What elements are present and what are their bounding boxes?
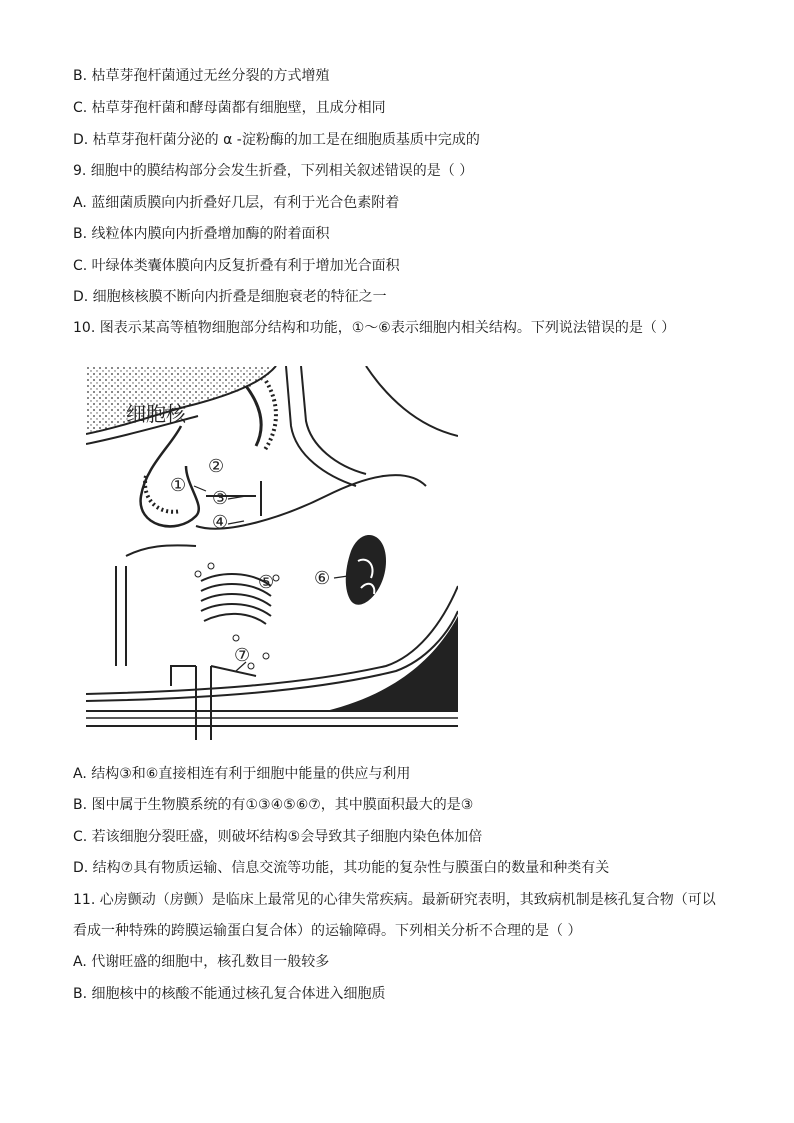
mitochondrion: [346, 535, 386, 605]
marker-7: ⑦: [234, 645, 251, 666]
option-9c: C. 叶绿体类囊体膜向内反复折叠有利于增加光合面积: [73, 258, 400, 274]
marker-1: ①: [170, 475, 187, 496]
option-10d: D. 结构⑦具有物质运输、信息交流等功能，其功能的复杂性与膜蛋白的数量和种类有关: [73, 860, 610, 876]
option-10c: C. 若该细胞分裂旺盛，则破坏结构⑤会导致其子细胞内染色体加倍: [73, 829, 483, 845]
option-9b: B. 线粒体内膜向内折叠增加酶的附着面积: [73, 226, 330, 242]
option-10b: B. 图中属于生物膜系统的有①③④⑤⑥⑦，其中膜面积最大的是③: [73, 797, 474, 813]
cell-structure-figure: [86, 366, 458, 740]
option-10a: A. 结构③和⑥直接相连有利于细胞中能量的供应与利用: [73, 766, 411, 782]
option-11b: B. 细胞核中的核酸不能通过核孔复合体进入细胞质: [73, 986, 386, 1002]
option-9d: D. 细胞核核膜不断向内折叠是细胞衰老的特征之一: [73, 289, 387, 305]
option-8d: D. 枯草芽孢杆菌分泌的 α -淀粉酶的加工是在细胞质基质中完成的: [73, 132, 480, 148]
question-11-stem: 11. 心房颤动（房颤）是临床上最常见的心律失常疾病。最新研究表明，其致病机制是核孔复合物（可以: [73, 892, 716, 908]
option-8b: B. 枯草芽孢杆菌通过无丝分裂的方式增殖: [73, 68, 330, 84]
question-10-stem: 10. 图表示某高等植物细胞部分结构和功能，①～⑥表示细胞内相关结构。下列说法错误的是（ ）: [73, 320, 676, 336]
question-9-stem: 9. 细胞中的膜结构部分会发生折叠，下列相关叙述错误的是（ ）: [73, 163, 474, 179]
option-11a: A. 代谢旺盛的细胞中，核孔数目一般较多: [73, 954, 330, 970]
question-11-stem-cont: 看成一种特殊的跨膜运输蛋白复合体）的运输障碍。下列相关分析不合理的是（ ）: [73, 923, 582, 939]
option-9a: A. 蓝细菌质膜向内折叠好几层，有利于光合色素附着: [73, 195, 400, 211]
option-8c: C. 枯草芽孢杆菌和酵母菌都有细胞壁，且成分相同: [73, 100, 386, 116]
marker-5: ⑤: [258, 572, 275, 593]
marker-6: ⑥: [314, 568, 331, 589]
marker-2: ②: [208, 456, 225, 477]
marker-4: ④: [212, 512, 229, 533]
nucleus-label: 细胞核: [126, 402, 186, 426]
marker-3: ③: [212, 488, 229, 509]
